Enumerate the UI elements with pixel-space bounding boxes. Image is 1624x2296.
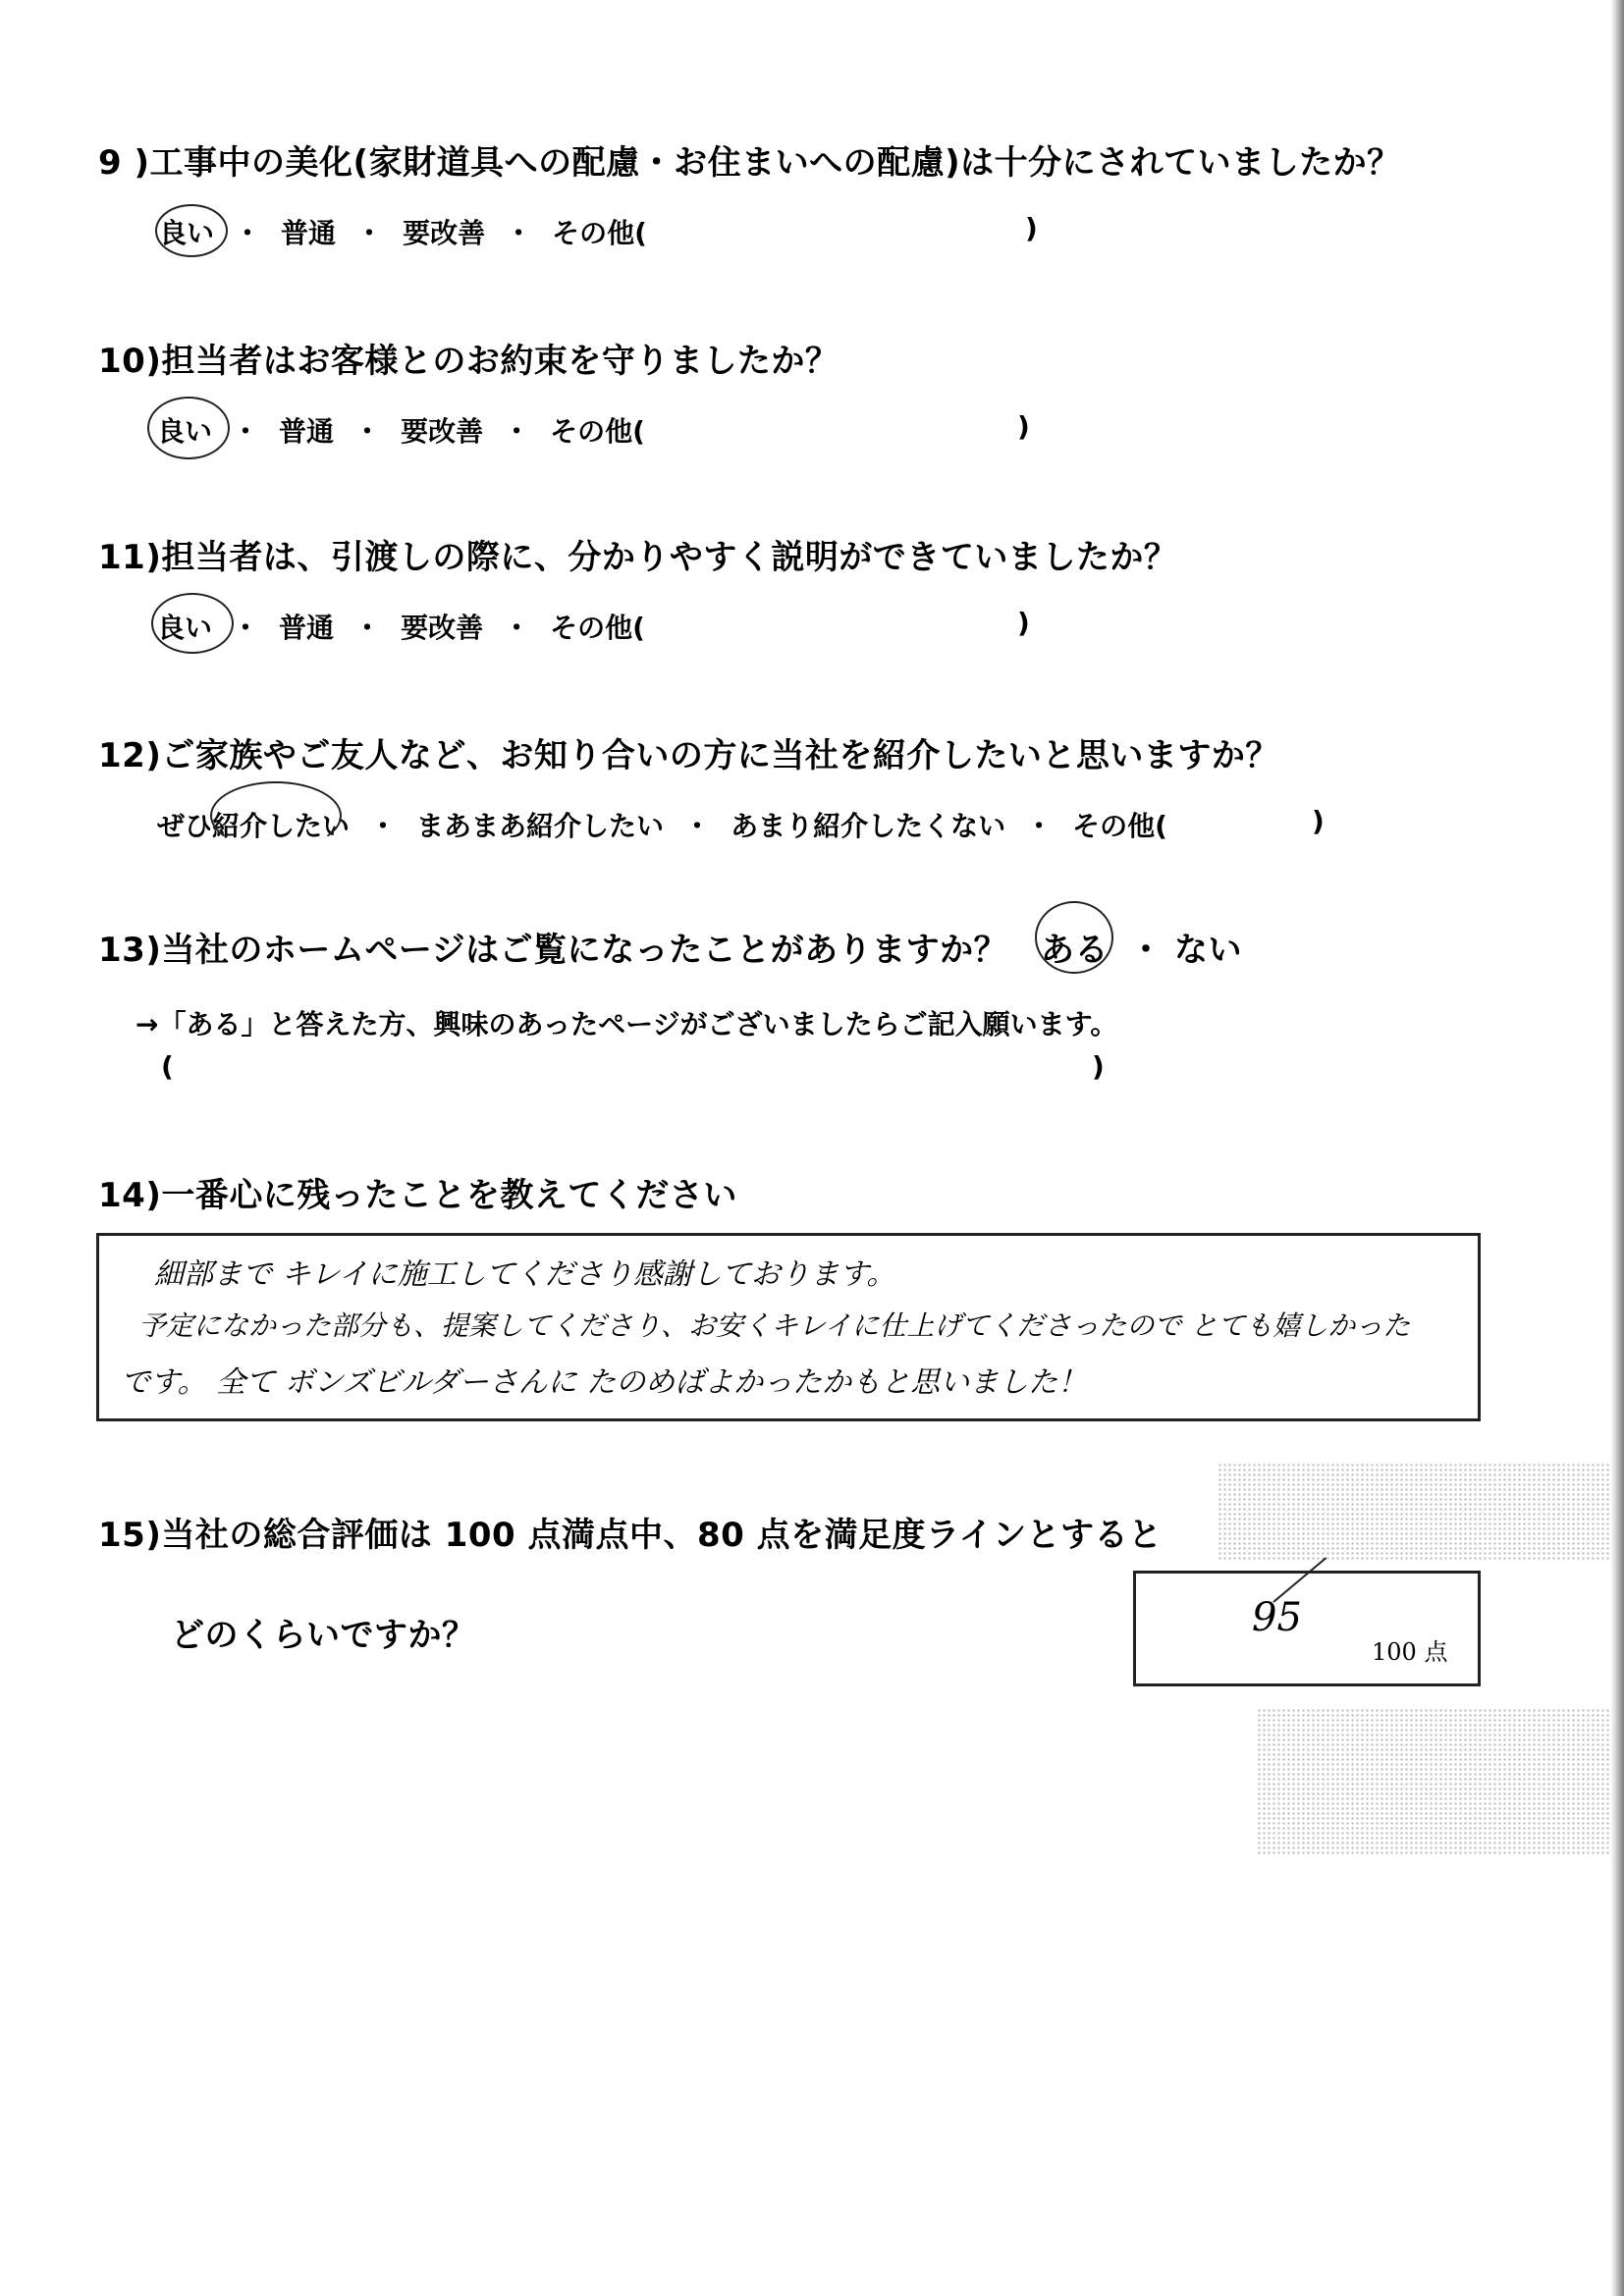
separator: ・: [232, 415, 260, 448]
q10-selection-circle: [147, 397, 230, 459]
q11-option-other[interactable]: その他(: [550, 612, 645, 644]
q13-selection-circle: [1035, 901, 1113, 974]
q9-selection-circle: [155, 204, 228, 257]
question-15-line-1: 15)当社の総合評価は 100 点満点中、80 点を満足度ラインとすると: [98, 1516, 1163, 1555]
q13-paren-open: (: [161, 1050, 174, 1083]
q14-answer-box: [96, 1233, 1481, 1421]
separator: ・: [1025, 810, 1054, 842]
separator: ・: [353, 612, 382, 644]
q13-option-yes[interactable]: ある: [1041, 931, 1109, 970]
q12-option-not-really[interactable]: あまり紹介したくない: [731, 810, 1006, 842]
q10-option-normal[interactable]: 普通: [279, 415, 335, 448]
scan-edge: [1610, 0, 1624, 2296]
question-13: 13)当社のホームページはご覧になったことがありますか？: [98, 931, 1008, 970]
q14-answer-line-3: です。 全て ボンズビルダーさんに たのめばよかったかもと思いました！: [121, 1365, 1088, 1400]
separator: ・: [503, 612, 531, 644]
q15-score-unit: 100 点: [1372, 1638, 1448, 1666]
q12-option-definitely[interactable]: ぜひ紹介したい: [157, 810, 351, 842]
question-12: 12)ご家族やご友人など、お知り合いの方に当社を紹介したいと思いますか？: [98, 736, 1279, 775]
separator: ・: [355, 217, 384, 249]
scan-noise: [1218, 1463, 1610, 1561]
q11-option-normal[interactable]: 普通: [279, 612, 335, 644]
separator: ・: [234, 217, 262, 249]
q9-option-good[interactable]: 良い: [159, 217, 215, 249]
separator: ・: [503, 415, 531, 448]
q10-other-close: ): [1017, 410, 1030, 443]
scan-noise: [1257, 1708, 1610, 1855]
q9-option-improve[interactable]: 要改善: [403, 217, 486, 249]
q15-score-value: 95: [1252, 1595, 1302, 1640]
question-10: 10)担当者はお客様とのお約束を守りましたか？: [98, 342, 839, 381]
q11-option-improve[interactable]: 要改善: [401, 612, 484, 644]
q12-other-close: ): [1312, 805, 1325, 837]
separator: ・: [353, 415, 382, 448]
q13-paren-close: ): [1092, 1050, 1105, 1083]
separator: ・: [369, 810, 398, 842]
q15-score-box: [1133, 1571, 1481, 1686]
question-9: 9 )工事中の美化(家財道具への配慮・お住まいへの配慮)は十分にされていましたか？: [98, 143, 1401, 183]
separator: ・: [683, 810, 712, 842]
q9-option-normal[interactable]: 普通: [281, 217, 337, 249]
q11-other-close: ): [1017, 607, 1030, 639]
separator: ・: [1129, 931, 1164, 970]
q10-option-improve[interactable]: 要改善: [401, 415, 484, 448]
q10-option-other[interactable]: その他(: [550, 415, 645, 448]
q9-option-other[interactable]: その他(: [552, 217, 647, 249]
q9-other-close: ): [1025, 212, 1038, 244]
separator: ・: [505, 217, 533, 249]
separator: ・: [232, 612, 260, 644]
q12-selection-circle: [210, 781, 342, 850]
q11-selection-circle: [151, 593, 234, 654]
q12-option-other[interactable]: その他(: [1072, 810, 1167, 842]
q14-answer-line-1: 細部まで キレイに施工してくださり感謝しております。: [154, 1257, 896, 1292]
q13-option-no[interactable]: ない: [1174, 931, 1242, 970]
question-11: 11)担当者は、引渡しの際に、分かりやすく説明ができていましたか？: [98, 538, 1178, 577]
q12-option-somewhat[interactable]: まあまあ紹介したい: [416, 810, 665, 842]
q9-options: [159, 212, 647, 251]
question-14: 14)一番心に残ったことを教えてください: [98, 1176, 737, 1215]
q14-answer-line-2: 予定になかった部分も、提案してくださり、お安くキレイに仕上げてくださったので とても嬉しかった: [138, 1309, 1411, 1342]
q10-option-good[interactable]: 良い: [157, 415, 213, 448]
q10-options: [157, 410, 645, 450]
question-15-line-2: どのくらいですか？: [171, 1616, 476, 1655]
q11-option-good[interactable]: 良い: [157, 612, 213, 644]
q13-followup: →「ある」と答えた方、興味のあったページがございましたらご記入願います。: [135, 1008, 1118, 1041]
